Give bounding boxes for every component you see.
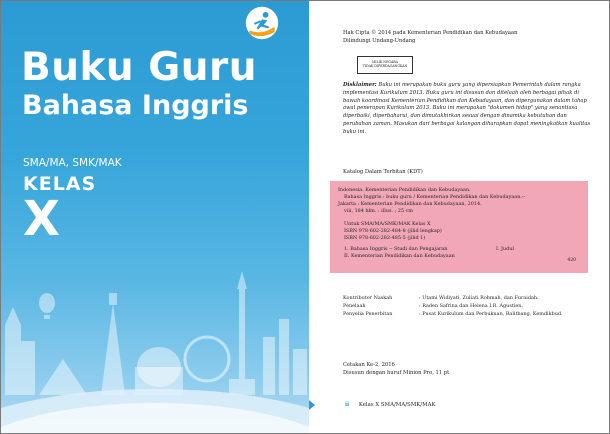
stamp-line-1: MILIK NEGARA	[372, 60, 398, 64]
typeset-note: Disusun dengan huruf Minion Pro, 11 pt	[343, 370, 450, 376]
catalog-line: Jakarta : Kementerian Pendidikan dan Kebudayaan, 2014.	[338, 201, 482, 207]
disclaimer	[343, 82, 593, 137]
copyright-page	[309, 1, 610, 434]
catalog-line: Bahasa Inggris : buku guru / Kementerian Pendidikan dan Kebudayaan.--	[344, 194, 526, 200]
catalog-box	[330, 181, 588, 273]
reading-figure-logo-icon	[244, 5, 280, 41]
disclaimer-label: Disklaimer:	[343, 82, 377, 88]
cover-title: Buku Guru	[21, 45, 258, 90]
book-cover	[1, 1, 309, 434]
catalog-line: Untuk SMA/MA/SMK/MAK Kelas X	[344, 221, 431, 227]
stamp-line-2: TIDAK DIPERDAGANGKAN	[362, 64, 408, 69]
credit-label: Penyelia Penerbitan	[343, 311, 393, 317]
catalog-line: Indonesia. Kementerian Pendidikan dan Kebudayaan.	[338, 187, 471, 193]
disclaimer-text: Buku ini merupakan buku guru yang dipersiapkan Pemerintah dalam rangka implementasi Kurikulum 2013. Buku guru ini disusun dan ditelaah oleh berbagai pihak di bawah koordinasi Kementerian Pendidikan dan Kebudayaan, dan dipergunakan dalam tahap awal penerapan Kurikulum 2013. Buku ini merupakan "dokumen hidup" yang senantiasa diperbaiki, diperbaharui, dan dimutakhirkan sesuai dengan dinamika kebutuhan dan perubahan zaman. Masukan dari berbagai kalangan diharapkan dapat meningkatkan kualitas buku ini.	[343, 82, 591, 135]
page-number: ii	[345, 402, 350, 408]
credit-value: : Pusat Kurikulum dan Perbukuan, Balitbang, Kemdikbud.	[419, 311, 563, 317]
copyright-protection: Dilindungi Undang-Undang	[343, 38, 416, 44]
page-footer	[345, 402, 436, 408]
isbn-complete: ISBN 978-602-282-484-8 (jilid lengkap)	[344, 228, 442, 234]
catalog-code: 420	[567, 258, 576, 263]
credit-label: Kontributor Naskah	[343, 295, 393, 301]
credit-value: : Utami Widiyati, Zuliati Rohmah, dan Furaidah.	[419, 295, 539, 301]
subject-heading: II. Kementerian Pendidikan dan Kebudayaan	[344, 253, 455, 259]
state-property-stamp	[357, 56, 413, 74]
kelas-label: KELAS	[23, 173, 97, 195]
cover-subtitle: Bahasa Inggris	[22, 90, 249, 121]
subject-heading: 1. Bahasa Inggris -- Studi dan Pengajaran	[344, 246, 448, 252]
catalog-line: viii, 184 hlm. : illus. ; 25 cm	[344, 208, 413, 214]
copyright-notice: Hak Cipta © 2014 pada Kementerian Pendidikan dan Kebudayaan	[343, 30, 518, 36]
catalog-title: Katalog Dalam Terbitan (KDT)	[343, 169, 423, 175]
subject-title: I. Judul	[496, 246, 514, 252]
page-marker-arrow-icon	[309, 400, 315, 410]
credit-label: Penelaah	[343, 303, 366, 309]
grade-number: X	[23, 191, 61, 247]
credit-value: : Raden Safrina dan Helena I.R. Agustien.	[419, 303, 523, 309]
landmarks-illustration	[1, 263, 309, 434]
footer-text: Kelas X SMA/MA/SMK/MAK	[358, 402, 436, 408]
isbn-volume: ISBN 978-602-282-485-5 (jilid 1)	[344, 235, 426, 241]
edition: Cetakan Ke-2, 2016	[343, 362, 395, 368]
school-level: SMA/MA, SMK/MAK	[23, 157, 122, 169]
